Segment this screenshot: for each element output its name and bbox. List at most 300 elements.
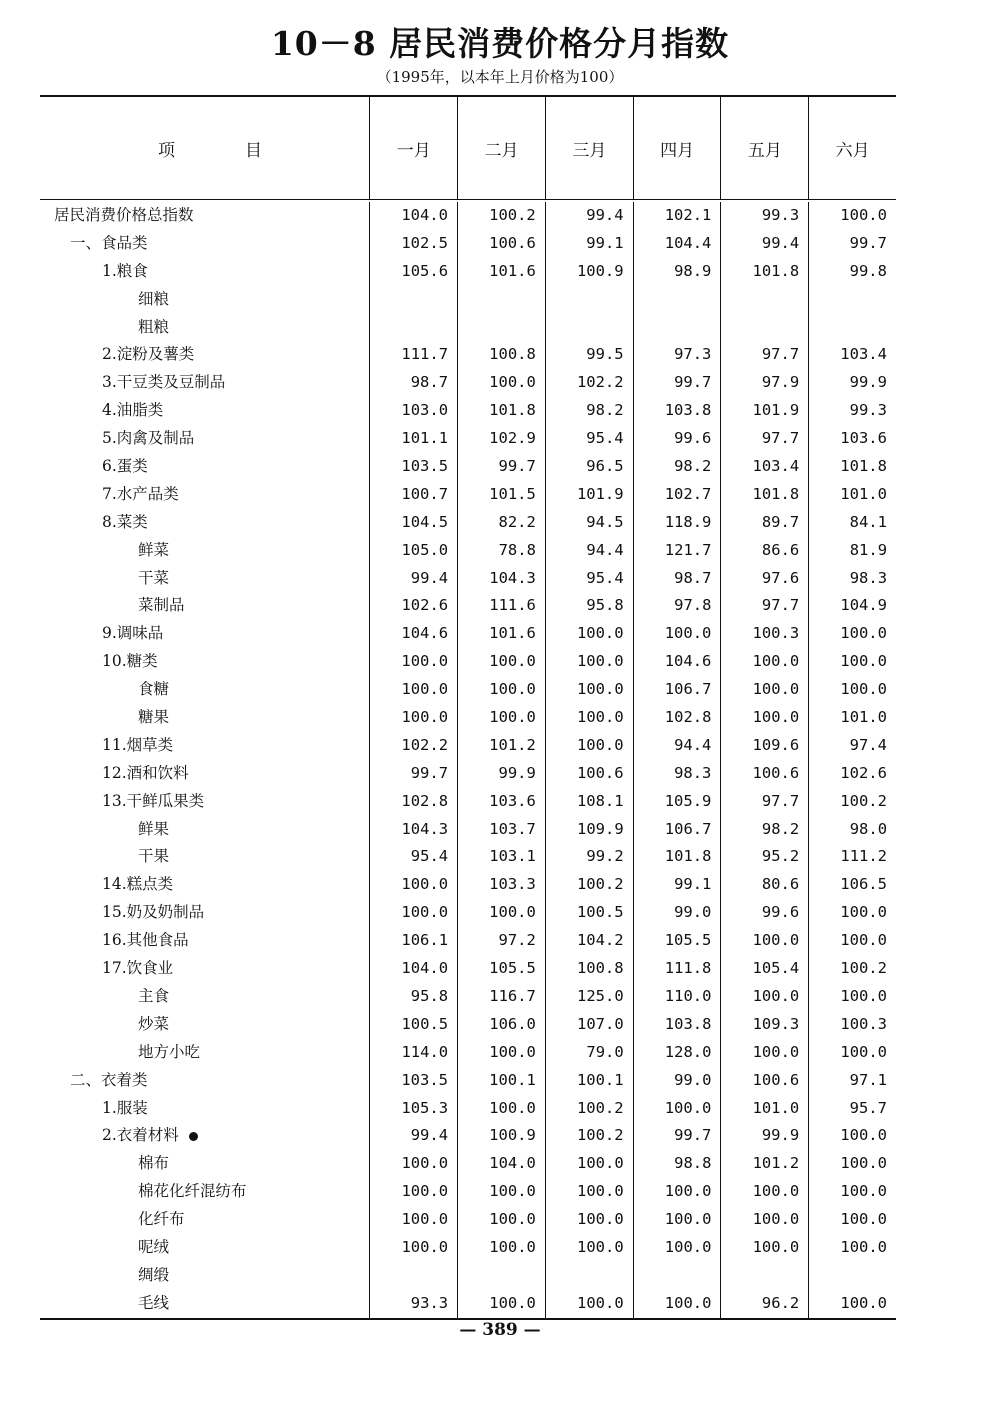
row-label: 炒菜 [138,1014,170,1033]
header-month-6: 六月 [808,97,896,199]
value-cell: 80.6 [720,871,808,899]
table-row [40,704,896,732]
value-cell: 102.7 [633,481,721,509]
value-cell: 104.2 [545,927,633,955]
row-label: 化纤布 [138,1210,185,1229]
table-row [40,899,896,927]
value-cell: 101.8 [633,843,721,871]
value-cell: 101.5 [457,481,545,509]
table-header [40,97,896,200]
table-row [40,202,896,230]
row-label-cell [40,230,369,258]
value-cell: 100.2 [545,1122,633,1150]
value-cell: 103.8 [633,397,721,425]
value-cell: 100.6 [720,1067,808,1095]
table-row [40,341,896,369]
row-label-cell [40,258,369,286]
value-cell: 100.0 [633,1178,721,1206]
value-cell: 109.6 [720,732,808,760]
value-cell: 106.5 [808,871,896,899]
row-label-cell [40,397,369,425]
value-cell: 111.8 [633,955,721,983]
value-cell: 99.4 [369,1122,457,1150]
value-cell: 106.0 [457,1011,545,1039]
row-label-cell [40,899,369,927]
value-cell: 100.0 [545,648,633,676]
row-label-cell [40,453,369,481]
table-row [40,509,896,537]
value-cell: 105.4 [720,955,808,983]
value-cell: 100.0 [457,1290,545,1318]
value-cell: 100.0 [720,983,808,1011]
value-cell: 100.9 [457,1122,545,1150]
value-cell: 79.0 [545,1039,633,1067]
value-cell: 100.0 [369,1150,457,1178]
value-cell: 103.3 [457,871,545,899]
value-cell: 100.0 [369,871,457,899]
value-cell: 100.3 [808,1011,896,1039]
row-label: 棉花化纤混纺布 [138,1182,247,1201]
value-cell: 99.4 [545,202,633,230]
value-cell [369,314,457,342]
value-cell: 100.0 [545,1234,633,1262]
row-label: 1.服装 [102,1098,148,1117]
value-cell: 100.2 [545,1095,633,1123]
header-month-3: 三月 [545,97,633,199]
value-cell: 100.0 [545,1178,633,1206]
value-cell: 97.1 [808,1067,896,1095]
value-cell: 100.0 [633,620,721,648]
value-cell [633,314,721,342]
value-cell: 108.1 [545,788,633,816]
page-number: — 389 — [459,1320,541,1340]
row-label-cell [40,676,369,704]
table-row [40,565,896,593]
value-cell: 100.1 [545,1067,633,1095]
row-label: 16.其他食品 [102,931,189,950]
value-cell: 100.6 [720,760,808,788]
value-cell [633,1262,721,1290]
table-row [40,481,896,509]
row-label-cell [40,704,369,732]
value-cell: 102.6 [808,760,896,788]
row-label: 5.肉禽及制品 [102,429,195,448]
value-cell: 100.0 [808,1039,896,1067]
value-cell: 78.8 [457,537,545,565]
row-label: 粗粮 [138,317,170,336]
row-label: 11.烟草类 [102,735,174,754]
table-row [40,816,896,844]
row-label: 2.淀粉及薯类 [102,345,195,364]
row-label: 2.衣着材料 [102,1126,179,1145]
row-label-cell [40,1290,369,1318]
value-cell: 105.3 [369,1095,457,1123]
value-cell: 100.0 [545,1150,633,1178]
value-cell: 100.0 [720,1178,808,1206]
value-cell: 100.0 [369,899,457,927]
value-cell: 98.7 [369,369,457,397]
value-cell: 100.0 [720,676,808,704]
row-label-cell [40,955,369,983]
value-cell: 99.7 [808,230,896,258]
row-label: 13.干鲜瓜果类 [102,791,205,810]
value-cell: 103.4 [720,453,808,481]
value-cell: 110.0 [633,983,721,1011]
value-cell: 105.5 [457,955,545,983]
value-cell: 99.6 [633,425,721,453]
table-row [40,1234,896,1262]
value-cell: 95.4 [369,843,457,871]
value-cell [808,1262,896,1290]
value-cell: 103.1 [457,843,545,871]
value-cell: 100.0 [369,1206,457,1234]
value-cell: 104.6 [633,648,721,676]
row-label-cell [40,425,369,453]
row-label: 棉布 [138,1154,170,1173]
row-label: 6.蛋类 [102,457,148,476]
header-item-label-2: 目 [245,140,262,161]
header-month-5: 五月 [720,97,808,199]
value-cell: 100.0 [633,1206,721,1234]
table-row [40,983,896,1011]
row-label-cell [40,565,369,593]
value-cell: 100.7 [369,481,457,509]
value-cell: 95.8 [545,592,633,620]
value-cell: 100.0 [808,1150,896,1178]
value-cell: 101.8 [720,258,808,286]
table-row [40,369,896,397]
value-cell: 100.0 [545,1290,633,1318]
row-label-cell [40,592,369,620]
table-row [40,927,896,955]
value-cell: 100.0 [633,1234,721,1262]
table-row [40,788,896,816]
value-cell: 99.8 [808,258,896,286]
value-cell: 100.5 [545,899,633,927]
table-row [40,732,896,760]
row-label: 12.酒和饮料 [102,763,189,782]
row-label-cell [40,1178,369,1206]
value-cell: 100.0 [545,1206,633,1234]
value-cell: 100.0 [808,202,896,230]
value-cell: 100.0 [545,620,633,648]
value-cell: 101.0 [808,481,896,509]
table-row [40,314,896,342]
row-label-cell [40,648,369,676]
value-cell: 105.5 [633,927,721,955]
value-cell: 96.2 [720,1290,808,1318]
value-cell: 111.6 [457,592,545,620]
value-cell: 98.2 [633,453,721,481]
value-cell: 102.9 [457,425,545,453]
header-month-1: 一月 [369,97,457,199]
value-cell: 84.1 [808,509,896,537]
table-row [40,1290,896,1318]
value-cell: 97.7 [720,425,808,453]
table-row [40,648,896,676]
value-cell: 89.7 [720,509,808,537]
row-label-cell [40,732,369,760]
row-label: 干菜 [138,568,170,587]
table-row [40,230,896,258]
value-cell: 95.4 [545,565,633,593]
value-cell: 103.6 [457,788,545,816]
value-cell: 100.0 [545,732,633,760]
table-row [40,676,896,704]
value-cell: 95.2 [720,843,808,871]
value-cell: 98.0 [808,816,896,844]
value-cell [720,1262,808,1290]
value-cell: 100.0 [808,1178,896,1206]
value-cell: 100.0 [808,927,896,955]
value-cell: 98.3 [808,565,896,593]
value-cell: 97.7 [720,788,808,816]
value-cell: 100.2 [808,788,896,816]
value-cell: 104.0 [457,1150,545,1178]
table-row [40,1150,896,1178]
value-cell: 94.4 [545,537,633,565]
value-cell: 96.5 [545,453,633,481]
value-cell: 99.0 [633,899,721,927]
value-cell: 103.6 [808,425,896,453]
value-cell [369,1262,457,1290]
value-cell: 104.5 [369,509,457,537]
value-cell: 109.9 [545,816,633,844]
value-cell: 111.2 [808,843,896,871]
value-cell: 100.3 [720,620,808,648]
value-cell: 99.4 [369,565,457,593]
value-cell: 104.9 [808,592,896,620]
header-month-4: 四月 [633,97,721,199]
row-label: 9.调味品 [102,624,164,643]
row-label: 一、食品类 [70,233,148,252]
value-cell: 99.9 [720,1122,808,1150]
value-cell: 98.7 [633,565,721,593]
table-row [40,1039,896,1067]
value-cell: 99.7 [457,453,545,481]
header-item-label: 项 [158,140,175,161]
row-label-cell [40,286,369,314]
value-cell: 98.3 [633,760,721,788]
value-cell: 81.9 [808,537,896,565]
row-label-cell [40,620,369,648]
value-cell: 121.7 [633,537,721,565]
page-title: 10－8 居民消费价格分月指数 [270,24,730,63]
value-cell: 99.7 [633,369,721,397]
table-row [40,286,896,314]
header-item-cell [40,97,369,199]
table-body [40,200,896,1318]
value-cell: 104.0 [369,955,457,983]
value-cell: 102.2 [545,369,633,397]
row-label-cell [40,481,369,509]
value-cell: 125.0 [545,983,633,1011]
row-label-cell [40,537,369,565]
value-cell [545,1262,633,1290]
value-cell [808,286,896,314]
value-cell: 95.7 [808,1095,896,1123]
row-label-cell [40,1067,369,1095]
value-cell: 100.0 [633,1290,721,1318]
table-row [40,592,896,620]
value-cell: 100.0 [457,899,545,927]
value-cell: 100.6 [457,230,545,258]
value-cell: 100.0 [808,1206,896,1234]
value-cell: 100.8 [545,955,633,983]
row-label: 17.饮食业 [102,959,174,978]
value-cell: 100.0 [457,369,545,397]
row-label: 14.糕点类 [102,875,174,894]
value-cell: 100.0 [369,676,457,704]
value-cell: 100.0 [545,676,633,704]
row-label-cell [40,369,369,397]
table-row [40,1178,896,1206]
value-cell: 101.0 [720,1095,808,1123]
value-cell: 100.0 [808,620,896,648]
row-label: 主食 [138,986,170,1005]
value-cell: 99.7 [369,760,457,788]
table-row [40,620,896,648]
value-cell: 100.0 [808,983,896,1011]
value-cell: 103.0 [369,397,457,425]
row-label: 干果 [138,847,170,866]
value-cell [457,286,545,314]
table-row [40,1122,896,1150]
row-label: 菜制品 [138,596,185,615]
row-label-cell [40,341,369,369]
row-label-cell [40,1011,369,1039]
value-cell: 102.2 [369,732,457,760]
value-cell: 100.0 [720,1234,808,1262]
value-cell: 103.4 [808,341,896,369]
value-cell: 104.3 [457,565,545,593]
value-cell: 106.7 [633,676,721,704]
value-cell: 99.3 [808,397,896,425]
value-cell [545,314,633,342]
value-cell: 103.8 [633,1011,721,1039]
value-cell [633,286,721,314]
row-label: 15.奶及奶制品 [102,903,205,922]
table-row [40,1067,896,1095]
value-cell: 101.6 [457,620,545,648]
row-label-cell [40,1234,369,1262]
value-cell: 103.5 [369,453,457,481]
value-cell: 97.4 [808,732,896,760]
value-cell: 97.2 [457,927,545,955]
value-cell: 100.0 [720,927,808,955]
value-cell: 107.0 [545,1011,633,1039]
row-label: 毛线 [138,1293,170,1312]
value-cell: 97.3 [633,341,721,369]
value-cell: 101.1 [369,425,457,453]
value-cell: 100.5 [369,1011,457,1039]
value-cell: 104.4 [633,230,721,258]
value-cell: 109.3 [720,1011,808,1039]
value-cell: 100.0 [457,1178,545,1206]
row-label: 食糖 [138,680,170,699]
row-label-cell [40,314,369,342]
value-cell: 100.9 [545,258,633,286]
value-cell: 82.2 [457,509,545,537]
value-cell: 100.2 [457,202,545,230]
row-label-cell [40,1122,369,1150]
value-cell: 99.6 [720,899,808,927]
value-cell: 97.7 [720,592,808,620]
value-cell: 100.0 [457,648,545,676]
row-label: 鲜菜 [138,540,170,559]
table-row [40,871,896,899]
value-cell: 100.0 [720,1206,808,1234]
value-cell: 105.9 [633,788,721,816]
value-cell: 99.3 [720,202,808,230]
value-cell: 99.5 [545,341,633,369]
value-cell: 100.2 [545,871,633,899]
value-cell: 99.1 [545,230,633,258]
table-row [40,1095,896,1123]
row-label: 细粮 [138,289,170,308]
value-cell [457,314,545,342]
value-cell: 101.8 [808,453,896,481]
value-cell: 104.3 [369,816,457,844]
value-cell: 114.0 [369,1039,457,1067]
value-cell: 99.2 [545,843,633,871]
row-label-cell [40,983,369,1011]
value-cell: 104.0 [369,202,457,230]
value-cell: 101.8 [457,397,545,425]
value-cell: 99.4 [720,230,808,258]
table-row [40,258,896,286]
row-label: 二、衣着类 [70,1070,148,1089]
value-cell: 102.8 [369,788,457,816]
value-cell: 101.8 [720,481,808,509]
value-cell: 100.0 [720,704,808,732]
value-cell: 105.0 [369,537,457,565]
table-row [40,1011,896,1039]
value-cell: 100.2 [808,955,896,983]
value-cell: 100.0 [808,676,896,704]
table-row [40,955,896,983]
row-label: 居民消费价格总指数 [54,206,194,224]
value-cell: 98.2 [720,816,808,844]
value-cell: 100.0 [457,1095,545,1123]
row-label-cell [40,843,369,871]
value-cell: 86.6 [720,537,808,565]
row-label-cell [40,1095,369,1123]
value-cell: 97.6 [720,565,808,593]
table-row [40,843,896,871]
table-subtitle: （1995年，以本年上月价格为100） [376,68,624,86]
value-cell: 100.6 [545,760,633,788]
value-cell: 97.9 [720,369,808,397]
value-cell: 100.0 [457,1206,545,1234]
value-cell: 95.4 [545,425,633,453]
table-row [40,537,896,565]
value-cell: 100.0 [457,1234,545,1262]
table-row [40,397,896,425]
value-cell: 101.2 [457,732,545,760]
value-cell: 106.7 [633,816,721,844]
value-cell: 100.0 [457,676,545,704]
value-cell: 95.8 [369,983,457,1011]
value-cell: 105.6 [369,258,457,286]
value-cell: 100.0 [369,648,457,676]
value-cell: 103.5 [369,1067,457,1095]
row-label-cell [40,816,369,844]
value-cell: 98.8 [633,1150,721,1178]
value-cell: 103.7 [457,816,545,844]
value-cell: 100.8 [457,341,545,369]
row-label: 8.菜类 [102,512,148,531]
